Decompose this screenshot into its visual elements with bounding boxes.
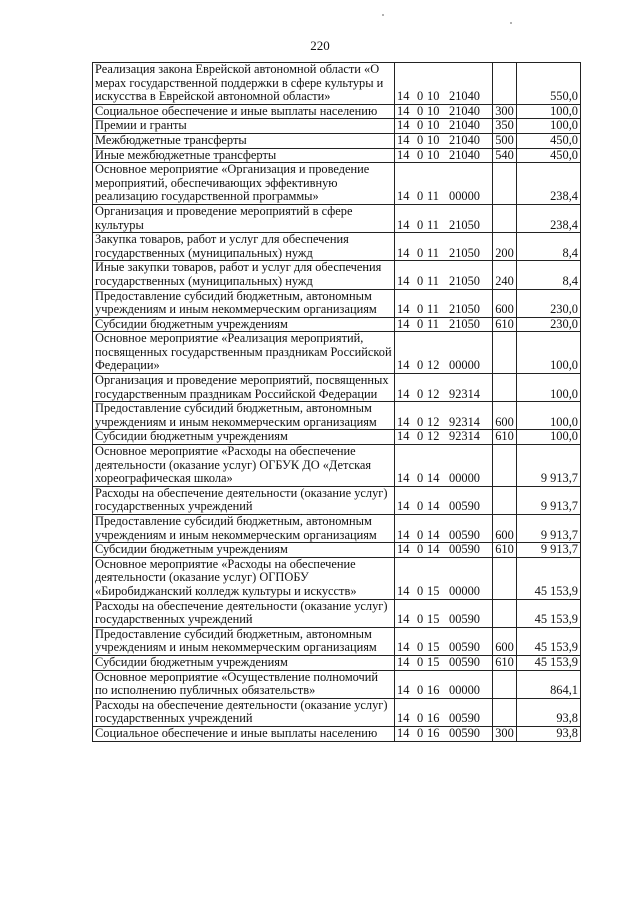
row-amount-cell: 45 153,9 xyxy=(517,627,581,655)
code-part: 16 xyxy=(427,683,440,698)
table-row xyxy=(93,726,581,741)
code-part: 14 xyxy=(397,386,410,401)
code-part: 14 xyxy=(397,302,410,317)
row-expense-type-cell: 600 xyxy=(493,402,517,430)
row-expense-type-cell xyxy=(493,374,517,402)
code-part: 0 xyxy=(417,317,424,331)
row-expense-type-cell xyxy=(493,445,517,487)
table-row xyxy=(93,486,581,514)
table-row xyxy=(93,148,581,163)
row-expense-type-cell: 600 xyxy=(493,289,517,317)
code-part: 21050 xyxy=(449,245,480,260)
code-part: 92314 xyxy=(449,414,480,429)
code-part: 0 xyxy=(417,726,424,740)
budget-table xyxy=(92,62,581,742)
row-code-cell xyxy=(395,204,493,232)
row-expense-type-cell xyxy=(493,163,517,205)
code-part: 14 xyxy=(397,104,410,118)
row-name-cell: Субсидии бюджетным учреждениям xyxy=(93,430,395,445)
code-part: 16 xyxy=(427,711,440,726)
code-part: 14 xyxy=(397,89,410,104)
code-part: 15 xyxy=(427,583,440,598)
code-part: 0 xyxy=(417,273,424,288)
row-expense-type-cell: 500 xyxy=(493,133,517,148)
code-part: 0 xyxy=(417,89,424,104)
code-part: 0 xyxy=(417,245,424,260)
table-row xyxy=(93,557,581,599)
row-expense-type-cell: 200 xyxy=(493,233,517,261)
table-row xyxy=(93,289,581,317)
row-name-cell: Основное мероприятие «Организация и проведение мероприятий, обеспечивающих эффективную реализацию государственной программы» xyxy=(93,163,395,205)
code-part: 0 xyxy=(417,683,424,698)
table-row xyxy=(93,627,581,655)
row-amount-cell: 45 153,9 xyxy=(517,599,581,627)
code-part: 14 xyxy=(397,133,410,147)
code-part: 14 xyxy=(397,414,410,429)
row-amount-cell: 100,0 xyxy=(517,119,581,134)
code-part: 14 xyxy=(397,683,410,698)
code-part: 0 xyxy=(417,414,424,429)
row-amount-cell: 9 913,7 xyxy=(517,515,581,543)
code-part: 0 xyxy=(417,542,424,557)
table-row xyxy=(93,430,581,445)
code-part: 0 xyxy=(417,148,424,162)
row-code-cell xyxy=(395,599,493,627)
table-row xyxy=(93,402,581,430)
table-row xyxy=(93,317,581,332)
code-part: 12 xyxy=(427,414,440,429)
table-row xyxy=(93,163,581,205)
row-amount-cell: 238,4 xyxy=(517,163,581,205)
row-code-cell xyxy=(395,104,493,119)
row-name-cell: Субсидии бюджетным учреждениям xyxy=(93,317,395,332)
code-part: 0 xyxy=(417,711,424,726)
row-expense-type-cell: 610 xyxy=(493,430,517,445)
row-amount-cell: 230,0 xyxy=(517,289,581,317)
code-part: 14 xyxy=(427,542,440,557)
code-part: 10 xyxy=(427,89,440,104)
code-part: 16 xyxy=(427,726,440,740)
table-row xyxy=(93,698,581,726)
table-row xyxy=(93,445,581,487)
row-code-cell xyxy=(395,402,493,430)
row-expense-type-cell: 240 xyxy=(493,261,517,289)
row-expense-type-cell: 610 xyxy=(493,317,517,332)
code-part: 92314 xyxy=(449,386,480,401)
code-part: 14 xyxy=(397,189,410,204)
table-row xyxy=(93,119,581,134)
code-part: 0 xyxy=(417,217,424,232)
row-name-cell: Расходы на обеспечение деятельности (оказание услуг) государственных учреждений xyxy=(93,698,395,726)
code-part: 0 xyxy=(417,118,424,133)
code-part: 14 xyxy=(397,471,410,486)
row-code-cell xyxy=(395,261,493,289)
code-part: 0 xyxy=(417,302,424,317)
row-amount-cell: 100,0 xyxy=(517,104,581,119)
code-part: 0 xyxy=(417,527,424,542)
row-name-cell: Социальное обеспечение и иные выплаты населению xyxy=(93,726,395,741)
row-amount-cell: 450,0 xyxy=(517,148,581,163)
row-expense-type-cell: 610 xyxy=(493,655,517,670)
code-part: 21050 xyxy=(449,217,480,232)
row-amount-cell: 238,4 xyxy=(517,204,581,232)
row-code-cell xyxy=(395,543,493,558)
code-part: 14 xyxy=(397,317,410,331)
row-code-cell xyxy=(395,119,493,134)
row-name-cell: Основное мероприятие «Реализация мероприятий, посвященных государственным праздникам Российской Федерации» xyxy=(93,332,395,374)
code-part: 0 xyxy=(417,133,424,147)
code-part: 00590 xyxy=(449,542,480,557)
row-name-cell: Межбюджетные трансферты xyxy=(93,133,395,148)
row-amount-cell: 100,0 xyxy=(517,374,581,402)
row-code-cell xyxy=(395,670,493,698)
code-part: 21050 xyxy=(449,317,480,331)
code-part: 14 xyxy=(397,148,410,162)
code-part: 00590 xyxy=(449,499,480,514)
code-part: 14 xyxy=(397,711,410,726)
code-part: 12 xyxy=(427,358,440,373)
row-name-cell: Премии и гранты xyxy=(93,119,395,134)
row-code-cell xyxy=(395,515,493,543)
table-row xyxy=(93,543,581,558)
code-part: 14 xyxy=(427,499,440,514)
row-name-cell: Расходы на обеспечение деятельности (оказание услуг) государственных учреждений xyxy=(93,599,395,627)
code-part: 11 xyxy=(427,273,439,288)
row-name-cell: Организация и проведение мероприятий, посвященных государственным праздникам Российской Федерации xyxy=(93,374,395,402)
row-expense-type-cell: 540 xyxy=(493,148,517,163)
code-part: 10 xyxy=(427,118,440,133)
code-part: 14 xyxy=(397,542,410,557)
code-part: 00590 xyxy=(449,612,480,627)
code-part: 15 xyxy=(427,612,440,627)
row-expense-type-cell xyxy=(493,698,517,726)
table-row xyxy=(93,261,581,289)
code-part: 10 xyxy=(427,104,440,118)
code-part: 21040 xyxy=(449,104,480,118)
row-expense-type-cell: 610 xyxy=(493,543,517,558)
row-code-cell xyxy=(395,289,493,317)
row-code-cell xyxy=(395,63,493,105)
code-part: 00590 xyxy=(449,726,480,740)
row-amount-cell: 230,0 xyxy=(517,317,581,332)
row-name-cell: Предоставление субсидий бюджетным, автономным учреждениям и иным некоммерческим организациям xyxy=(93,627,395,655)
code-part: 15 xyxy=(427,655,440,669)
row-expense-type-cell: 600 xyxy=(493,515,517,543)
row-amount-cell: 93,8 xyxy=(517,698,581,726)
code-part: 0 xyxy=(417,386,424,401)
table-row xyxy=(93,233,581,261)
code-part: 0 xyxy=(417,189,424,204)
code-part: 00000 xyxy=(449,583,480,598)
row-code-cell xyxy=(395,698,493,726)
code-part: 00000 xyxy=(449,471,480,486)
row-name-cell: Расходы на обеспечение деятельности (оказание услуг) государственных учреждений xyxy=(93,486,395,514)
row-name-cell: Организация и проведение мероприятий в сфере культуры xyxy=(93,204,395,232)
table-row xyxy=(93,515,581,543)
code-part: 14 xyxy=(397,583,410,598)
row-code-cell xyxy=(395,655,493,670)
row-amount-cell: 100,0 xyxy=(517,332,581,374)
code-part: 15 xyxy=(427,640,440,655)
table-row xyxy=(93,204,581,232)
code-part: 11 xyxy=(427,245,439,260)
code-part: 00590 xyxy=(449,527,480,542)
row-expense-type-cell xyxy=(493,670,517,698)
code-part: 14 xyxy=(397,118,410,133)
code-part: 21040 xyxy=(449,89,480,104)
row-expense-type-cell: 350 xyxy=(493,119,517,134)
code-part: 14 xyxy=(397,217,410,232)
row-expense-type-cell xyxy=(493,557,517,599)
code-part: 10 xyxy=(427,133,440,147)
code-part: 00590 xyxy=(449,640,480,655)
code-part: 0 xyxy=(417,612,424,627)
row-name-cell: Реализация закона Еврейской автономной области «О мерах государственной поддержки в сфере культуры и искусства в Еврейской автономной области» xyxy=(93,63,395,105)
row-name-cell: Субсидии бюджетным учреждениям xyxy=(93,543,395,558)
code-part: 14 xyxy=(397,273,410,288)
row-expense-type-cell xyxy=(493,332,517,374)
code-part: 21040 xyxy=(449,133,480,147)
row-code-cell xyxy=(395,332,493,374)
row-name-cell: Закупка товаров, работ и услуг для обеспечения государственных (муниципальных) нужд xyxy=(93,233,395,261)
code-part: 14 xyxy=(397,527,410,542)
row-amount-cell: 100,0 xyxy=(517,430,581,445)
table-row xyxy=(93,599,581,627)
row-expense-type-cell: 600 xyxy=(493,627,517,655)
code-part: 00590 xyxy=(449,655,480,669)
scan-speck xyxy=(382,14,384,16)
code-part: 21040 xyxy=(449,118,480,133)
row-code-cell xyxy=(395,133,493,148)
table-row xyxy=(93,332,581,374)
row-code-cell xyxy=(395,430,493,445)
row-name-cell: Основное мероприятие «Расходы на обеспечение деятельности (оказание услуг) ОГБУК ДО «Детская хореографическая школа» xyxy=(93,445,395,487)
row-name-cell: Предоставление субсидий бюджетным, автономным учреждениям и иным некоммерческим организациям xyxy=(93,289,395,317)
row-amount-cell: 9 913,7 xyxy=(517,543,581,558)
row-name-cell: Основное мероприятие «Осуществление полномочий по исполнению публичных обязательств» xyxy=(93,670,395,698)
row-code-cell xyxy=(395,148,493,163)
row-code-cell xyxy=(395,374,493,402)
row-code-cell xyxy=(395,317,493,332)
code-part: 14 xyxy=(397,358,410,373)
code-part: 00000 xyxy=(449,358,480,373)
row-amount-cell: 45 153,9 xyxy=(517,655,581,670)
code-part: 12 xyxy=(427,429,440,444)
code-part: 0 xyxy=(417,471,424,486)
row-code-cell xyxy=(395,233,493,261)
code-part: 0 xyxy=(417,583,424,598)
code-part: 0 xyxy=(417,640,424,655)
row-amount-cell: 100,0 xyxy=(517,402,581,430)
code-part: 00590 xyxy=(449,711,480,726)
row-code-cell xyxy=(395,486,493,514)
code-part: 14 xyxy=(427,527,440,542)
table-row xyxy=(93,63,581,105)
row-amount-cell: 93,8 xyxy=(517,726,581,741)
row-expense-type-cell: 300 xyxy=(493,104,517,119)
row-amount-cell: 450,0 xyxy=(517,133,581,148)
row-code-cell xyxy=(395,557,493,599)
code-part: 14 xyxy=(397,726,410,740)
code-part: 14 xyxy=(397,612,410,627)
code-part: 10 xyxy=(427,148,440,162)
code-part: 11 xyxy=(427,217,439,232)
code-part: 21040 xyxy=(449,148,480,162)
row-expense-type-cell xyxy=(493,63,517,105)
table-row xyxy=(93,104,581,119)
code-part: 21050 xyxy=(449,273,480,288)
row-amount-cell: 9 913,7 xyxy=(517,486,581,514)
row-name-cell: Предоставление субсидий бюджетным, автономным учреждениям и иным некоммерческим организациям xyxy=(93,402,395,430)
code-part: 14 xyxy=(427,471,440,486)
row-name-cell: Предоставление субсидий бюджетным, автономным учреждениям и иным некоммерческим организациям xyxy=(93,515,395,543)
row-code-cell xyxy=(395,627,493,655)
code-part: 21050 xyxy=(449,302,480,317)
code-part: 0 xyxy=(417,358,424,373)
row-code-cell xyxy=(395,726,493,741)
row-amount-cell: 9 913,7 xyxy=(517,445,581,487)
row-amount-cell: 45 153,9 xyxy=(517,557,581,599)
row-amount-cell: 8,4 xyxy=(517,233,581,261)
code-part: 0 xyxy=(417,104,424,118)
code-part: 11 xyxy=(427,302,439,317)
code-part: 00000 xyxy=(449,683,480,698)
code-part: 00000 xyxy=(449,189,480,204)
row-expense-type-cell xyxy=(493,599,517,627)
code-part: 14 xyxy=(397,655,410,669)
row-code-cell xyxy=(395,445,493,487)
table-row xyxy=(93,374,581,402)
row-name-cell: Социальное обеспечение и иные выплаты населению xyxy=(93,104,395,119)
row-name-cell: Иные закупки товаров, работ и услуг для обеспечения государственных (муниципальных) нужд xyxy=(93,261,395,289)
code-part: 14 xyxy=(397,245,410,260)
code-part: 0 xyxy=(417,429,424,444)
code-part: 14 xyxy=(397,640,410,655)
row-amount-cell: 8,4 xyxy=(517,261,581,289)
row-name-cell: Субсидии бюджетным учреждениям xyxy=(93,655,395,670)
code-part: 12 xyxy=(427,386,440,401)
row-expense-type-cell xyxy=(493,486,517,514)
row-amount-cell: 864,1 xyxy=(517,670,581,698)
code-part: 0 xyxy=(417,499,424,514)
table-row xyxy=(93,133,581,148)
row-code-cell xyxy=(395,163,493,205)
page-number: 220 xyxy=(310,38,330,53)
table-row xyxy=(93,670,581,698)
code-part: 14 xyxy=(397,429,410,444)
code-part: 92314 xyxy=(449,429,480,444)
code-part: 0 xyxy=(417,655,424,669)
row-amount-cell: 550,0 xyxy=(517,63,581,105)
row-name-cell: Иные межбюджетные трансферты xyxy=(93,148,395,163)
scan-speck xyxy=(510,22,512,24)
table-row xyxy=(93,655,581,670)
code-part: 11 xyxy=(427,189,439,204)
row-expense-type-cell: 300 xyxy=(493,726,517,741)
code-part: 11 xyxy=(427,317,439,331)
row-name-cell: Основное мероприятие «Расходы на обеспечение деятельности (оказание услуг) ОГПОБУ «Биробиджанский колледж культуры и искусств» xyxy=(93,557,395,599)
row-expense-type-cell xyxy=(493,204,517,232)
code-part: 14 xyxy=(397,499,410,514)
